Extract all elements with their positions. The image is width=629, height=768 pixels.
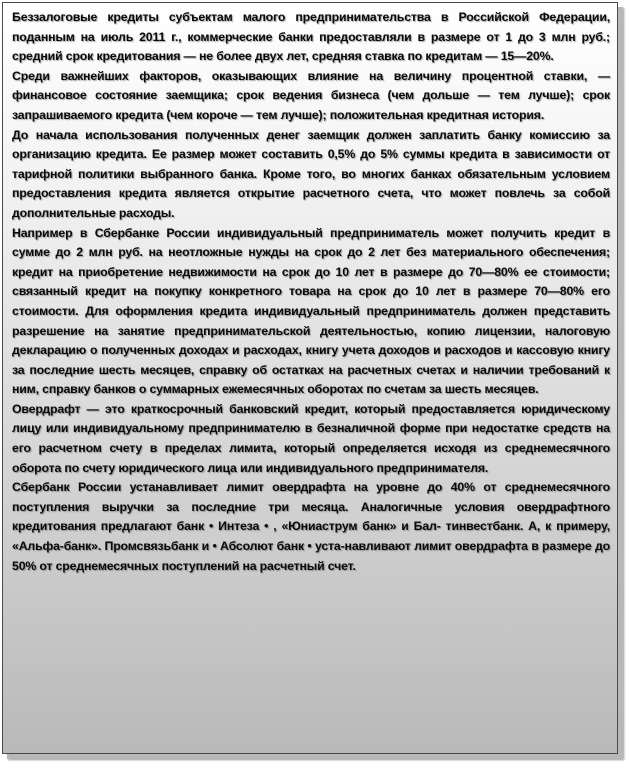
paragraph-commission: До начала использования полученных денег заемщик должен заплатить банку комиссию за организацию кредита. Ее размер может составить 0,5% до 5% суммы кредита в зависимости от тарифной политики выбранного банка. Кроме того, во многих банках обязательным условием предоставления кредита является открытие расчетного счета, что может повлечь за собой дополнительные расходы. xyxy=(12,127,610,220)
paragraph-overdraft-limits: Сбербанк России устанавливает лимит овердрафта на уровне до 40% от среднемесячного поступления выручки за последние три месяца. Аналогичные условия овердрафтного кредитования предлагают банк • Интеза • , «Юниаструм банк» и Бал- тинвестбанк. А, к примеру, «Альфа-банк». Промсвязьбанк и • Абсолют банк • уста-навливают лимит овердрафта в размере до 50% от среднемесячных поступлений на расчетный счет. xyxy=(12,480,610,573)
paragraph-sberbank-example: Например в Сбербанке России индивидуальный предприниматель может получить кредит в сумме до 2 млн руб. на неотложные нужды на срок до 2 лет без материального обеспечения; кредит на приобретение недвижимости на срок до 10 лет в размере до 70—80% ее стоимости; связанный кредит на покупку конкретного товара на срок до 10 лет в размере 70—80% его стоимости. Для оформления кредита индивидуальный предприниматель должен представить разрешение на занятие предпринимательской деятельностью, копию лицензии, налоговую декларацию о полученных доходах и расходах, книгу учета доходов и расходов и кассовую книгу за последние шесть месяцев, справку об остатках на расчетных счетах и наличии требований к ним, справку банков о суммарных ежемесячных оборотах по счетам за шесть месяцев. xyxy=(12,225,610,397)
text-box xyxy=(2,2,618,754)
paragraph-unsecured-loans: Беззалоговые кредиты субъектам малого предпринимательства в Российской Федерации, поданным на июль 2011 г., коммерческие банки предоставляли в размере от 1 до 3 млн руб.; средний срок кредитования — не более двух лет, средняя ставка по кредитам — 15—20%. xyxy=(12,10,610,64)
paragraph-rate-factors: Среди важнейших факторов, оказывающих влияние на величину процентной ставки, — финансовое состояние заемщика; срок ведения бизнеса (чем дольше — тем лучше); срок запрашиваемого кредита (чем короче — тем лучше); положительная кредитная история. xyxy=(12,68,610,122)
paragraph-overdraft-definition: Овердрафт — это краткосрочный банковский кредит, который предоставляется юридическому лицу или индивидуальному предпринимателю в безналичной форме при недостатке средств на его расчетном счету в пределах лимита, который определяется исходя из среднемесячного оборота по счету юридического лица или индивидуального предпринимателя. xyxy=(12,401,610,475)
